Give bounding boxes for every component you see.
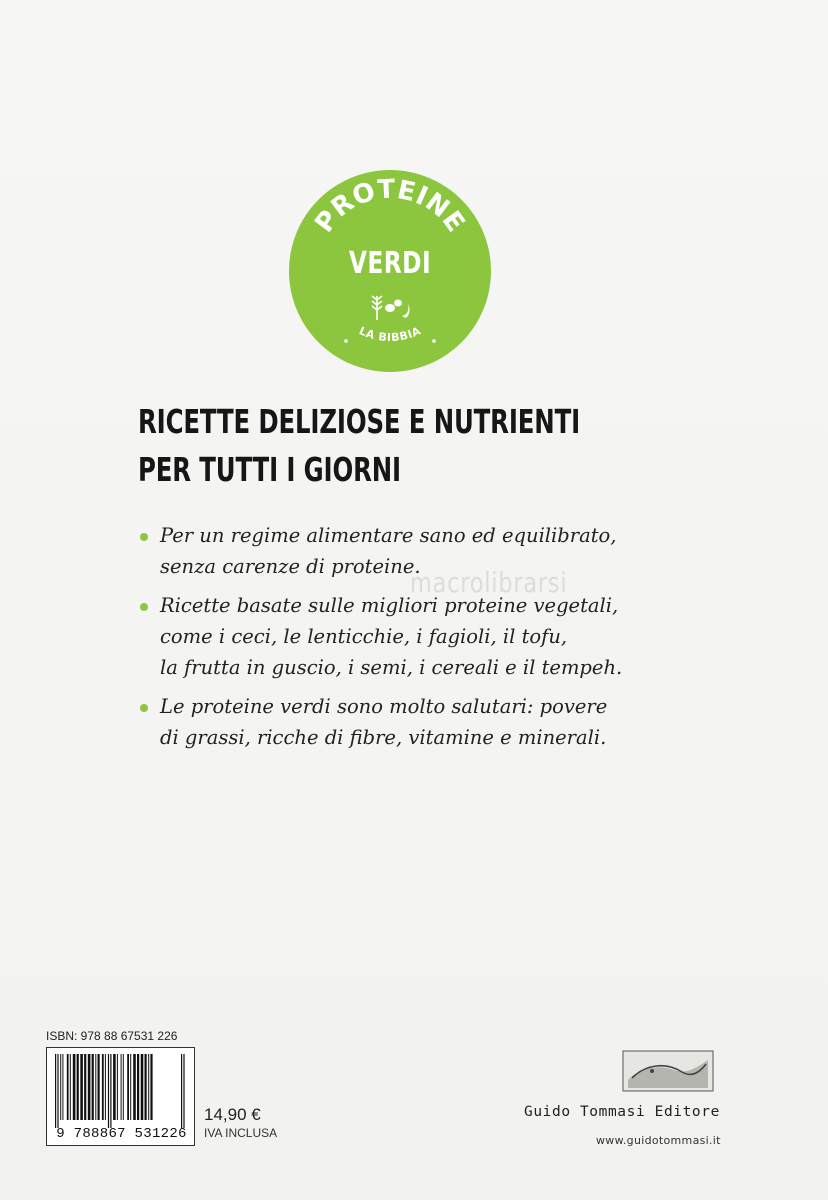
barcode-bar	[133, 1054, 136, 1120]
price: 14,90 €	[204, 1105, 261, 1124]
watermark: macrolibrarsi	[410, 566, 568, 599]
bullet-line: Le proteine verdi sono molto salutari: povere	[160, 695, 608, 718]
headline	[138, 398, 581, 494]
barcode-bar	[141, 1054, 144, 1120]
badge-dot-left	[344, 339, 348, 343]
barcode-bar	[150, 1054, 152, 1120]
barcode-bar	[84, 1054, 86, 1120]
publisher-logo-icon	[622, 1050, 714, 1092]
barcode-bar	[95, 1054, 96, 1120]
barcode-bar	[137, 1054, 139, 1120]
barcode-bar	[113, 1054, 116, 1120]
barcode-bar	[60, 1054, 61, 1120]
barcode-bar	[70, 1054, 71, 1120]
proteine-verdi-badge	[289, 170, 491, 372]
badge-title-middle: VERDI	[348, 246, 432, 281]
bullet-line: Per un regime alimentare sano ed equilibrato,	[160, 524, 617, 547]
bullet-line: la frutta in guscio, i semi, i cereali e il tempeh.	[160, 656, 623, 679]
barcode-bar	[121, 1054, 122, 1120]
headline-line-2: PER TUTTI I GIORNI	[138, 450, 401, 489]
barcode-bar	[98, 1054, 100, 1120]
bullet-dot	[140, 603, 148, 611]
barcode-bar	[148, 1054, 149, 1120]
barcode-bar	[80, 1054, 83, 1120]
barcode-bar	[62, 1054, 63, 1120]
vat-label: IVA INCLUSA	[204, 1126, 278, 1140]
barcode-bar	[67, 1054, 69, 1120]
bullet-dot	[140, 533, 148, 541]
barcode-bar	[127, 1054, 129, 1120]
barcode-bar	[181, 1054, 182, 1128]
isbn-label: ISBN: 978 88 67531 226	[46, 1029, 178, 1043]
barcode-bar	[145, 1054, 147, 1120]
barcode-bar	[183, 1054, 184, 1128]
badge-dot-right	[432, 339, 436, 343]
barcode-bar	[88, 1054, 91, 1120]
barcode-bar	[92, 1054, 94, 1120]
wheat-icon	[372, 296, 382, 320]
beans-icon	[385, 300, 410, 319]
barcode-bar	[110, 1054, 111, 1128]
barcode-bar	[105, 1054, 106, 1120]
barcode-bar	[108, 1054, 109, 1128]
barcode-digits: 9 788867 531226	[56, 1126, 187, 1142]
publisher-name: Guido Tommasi Editore	[524, 1104, 720, 1120]
bullet-item	[136, 590, 696, 683]
bullet-list	[136, 520, 696, 761]
barcode-bar	[57, 1054, 58, 1128]
bullet-line: come i ceci, le lenticchie, i fagioli, il tofu,	[160, 625, 568, 648]
barcode-bar	[123, 1054, 124, 1120]
bullet-line: di grassi, ricche di fibre, vitamine e minerali.	[160, 726, 607, 749]
headline-line-1: RICETTE DELIZIOSE E NUTRIENTI	[138, 402, 581, 441]
bullet-item	[136, 691, 696, 753]
barcode	[46, 1047, 195, 1146]
barcode-bar	[130, 1054, 131, 1120]
barcode-bar	[77, 1054, 79, 1120]
bullet-dot	[140, 704, 148, 712]
publisher-website: www.guidotommasi.it	[596, 1134, 721, 1147]
bullet-line: senza carenze di proteine.	[160, 555, 421, 578]
barcode-bar	[55, 1054, 56, 1128]
badge-title-top: PROTEINE	[309, 174, 471, 239]
barcode-bar	[102, 1054, 104, 1120]
barcode-bar	[73, 1054, 76, 1120]
barcode-bar	[117, 1054, 118, 1120]
bullet-line: Ricette basate sulle migliori proteine vegetali,	[160, 594, 619, 617]
badge-subtitle-bottom: LA BIBBIA	[357, 324, 423, 345]
